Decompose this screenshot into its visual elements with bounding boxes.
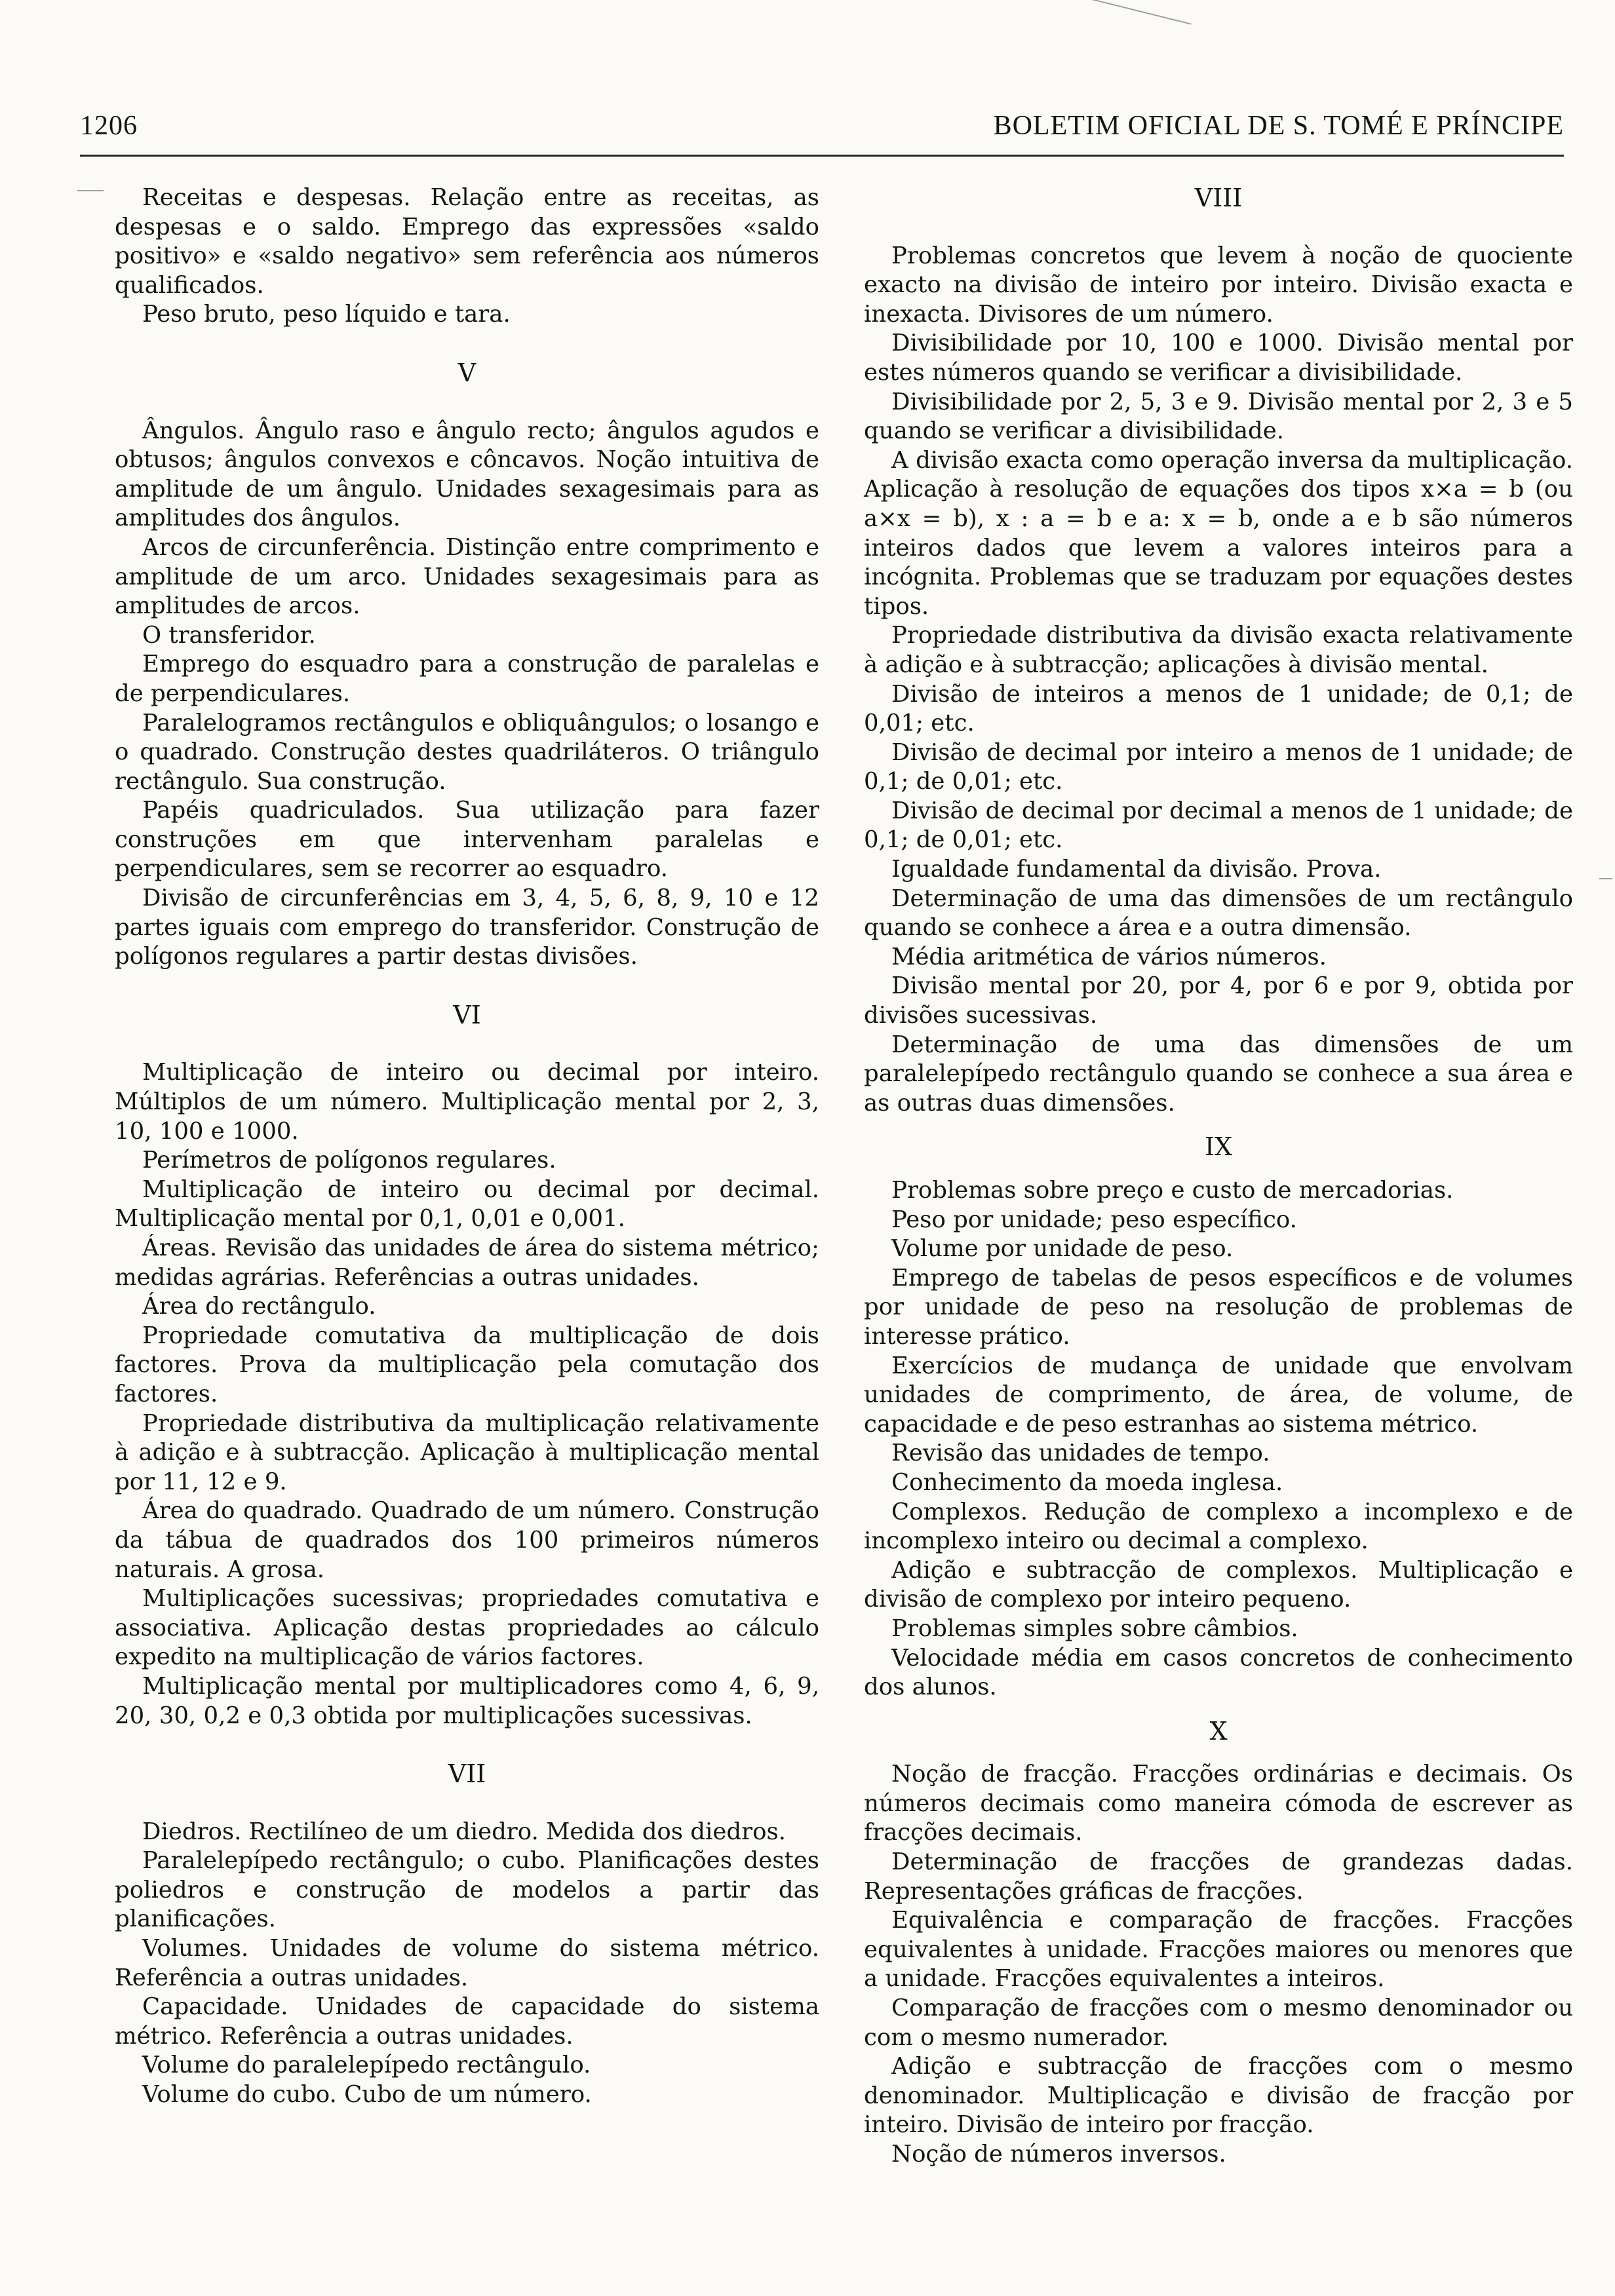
paragraph: Paralelogramos rectângulos e obliquângulos; o losango e o quadrado. Construção destes quadriláteros. O triângulo rectângulo. Sua construção.: [115, 709, 819, 795]
paragraph: Volume do cubo. Cubo de um número.: [142, 2081, 592, 2109]
header-rule: [80, 155, 1564, 157]
paragraph: Papéis quadriculados. Sua utilização para fazer construções em que intervenham paralelas e perpendiculares, sem se recorrer ao esquadro.: [115, 797, 819, 883]
paragraph: Complexos. Redução de complexo a incomplexo e de incomplexo inteiro ou decimal a complexo.: [864, 1498, 1573, 1555]
paragraph: Divisibilidade por 2, 5, 3 e 9. Divisão mental por 2, 3 e 5 quando se verificar a divisibilidade.: [864, 388, 1573, 445]
paragraph: Área do quadrado. Quadrado de um número. Construção da tábua de quadrados dos 100 primeiros números naturais. A grosa.: [115, 1497, 819, 1583]
scan-mark: [77, 190, 104, 191]
paragraph: Diedros. Rectilíneo de um diedro. Medida dos diedros.: [142, 1818, 786, 1845]
paragraph: Propriedade comutativa da multiplicação de dois factores. Prova da multiplicação pela comutação dos factores.: [115, 1322, 819, 1407]
paragraph: Problemas sobre preço e custo de mercadorias.: [891, 1177, 1454, 1204]
paragraph: Revisão das unidades de tempo.: [891, 1440, 1270, 1467]
paragraph: Ângulos. Ângulo raso e ângulo recto; ângulos agudos e obtusos; ângulos convexos e côncavos. Noção intuitiva de amplitude de um ângulo. Unidades sexagesimais para as amplitudes dos ângulos.: [115, 417, 819, 532]
scan-mark: [1076, 0, 1191, 25]
paragraph: Volume por unidade de peso.: [891, 1235, 1234, 1263]
running-title: BOLETIM OFICIAL DE S. TOMÉ E PRÍNCIPE: [993, 111, 1564, 141]
paragraph: Divisibilidade por 10, 100 e 1000. Divisão mental por estes números quando se verificar a divisibilidade.: [864, 330, 1573, 386]
paragraph: Propriedade distributiva da multiplicação relativamente à adição e à subtracção. Aplicação à multiplicação mental por 11, 12 e 9.: [115, 1409, 819, 1495]
paragraph: Problemas concretos que levem à noção de quociente exacto na divisão de inteiro por inteiro. Divisão exacta e inexacta. Divisores de um número.: [864, 242, 1573, 328]
paragraph: Média aritmética de vários números.: [891, 943, 1327, 970]
section-heading-vii: VII: [448, 1759, 486, 1789]
paragraph: Multiplicação de inteiro ou decimal por inteiro. Múltiplos de um número. Multiplicação mental por 2, 3, 10, 100 e 1000.: [115, 1059, 819, 1145]
section-heading-vi: VI: [453, 1000, 481, 1029]
paragraph: Área do rectângulo.: [142, 1293, 376, 1320]
paragraph: Determinação de uma das dimensões de um paralelepípedo rectângulo quando se conhece a sua área e as outras duas dimensões.: [864, 1031, 1573, 1117]
paragraph: O transferidor.: [142, 621, 316, 649]
paragraph: Noção de fracção. Fracções ordinárias e decimais. Os números decimais como maneira cómoda de escrever as fracções decimais.: [864, 1761, 1573, 1846]
paragraph: A divisão exacta como operação inversa da multiplicação. Aplicação à resolução de equações dos tipos x×a = b (ou a×x = b), x : a = b e a: x = b, onde a e b são números inteiros dados que levem a valores inteiros para a incógnita. Problemas que se traduzam por equações destes tipos.: [864, 446, 1573, 620]
paragraph: Divisão mental por 20, por 4, por 6 e por 9, obtida por divisões sucessivas.: [864, 972, 1573, 1029]
paragraph: Peso bruto, peso líquido e tara.: [142, 301, 511, 328]
paragraph: Adição e subtracção de fracções com o mesmo denominador. Multiplicação e divisão de fracção por inteiro. Divisão de inteiro por fracção.: [864, 2053, 1573, 2139]
paragraph: Equivalência e comparação de fracções. Fracções equivalentes à unidade. Fracções maiores ou menores que a unidade. Fracções equivalentes a inteiros.: [864, 1907, 1573, 1993]
paragraph: Comparação de fracções com o mesmo denominador ou com o mesmo numerador.: [864, 1995, 1573, 2051]
page-number: 1206: [80, 111, 138, 141]
paragraph: Determinação de uma das dimensões de um rectângulo quando se conhece a área e a outra dimensão.: [864, 885, 1573, 942]
paragraph: Problemas simples sobre câmbios.: [891, 1615, 1298, 1642]
paragraph: Multiplicações sucessivas; propriedades comutativa e associativa. Aplicação destas propriedades ao cálculo expedito na multiplicação de vários factores.: [115, 1585, 819, 1671]
scan-mark: [1599, 878, 1612, 879]
section-heading-ix: IX: [1204, 1132, 1233, 1162]
left-column: [115, 183, 819, 2110]
section-heading-x: X: [1209, 1716, 1228, 1746]
paragraph: Arcos de circunferência. Distinção entre comprimento e amplitude de um arco. Unidades sexagesimais para as amplitudes de arcos.: [115, 533, 819, 620]
paragraph: Volumes. Unidades de volume do sistema métrico. Referência a outras unidades.: [115, 1935, 819, 1991]
paragraph: Perímetros de polígonos regulares.: [142, 1147, 556, 1174]
paragraph: Receitas e despesas. Relação entre as receitas, as despesas e o saldo. Emprego das expressões «saldo positivo» e «saldo negativo» sem referência aos números qualificados.: [115, 184, 819, 299]
paragraph: Emprego do esquadro para a construção de paralelas e de perpendiculares.: [115, 651, 819, 707]
paragraph: Determinação de fracções de grandezas dadas. Representações gráficas de fracções.: [864, 1848, 1573, 1905]
paragraph: Divisão de decimal por decimal a menos de 1 unidade; de 0,1; de 0,01; etc.: [864, 797, 1573, 854]
paragraph: Multiplicação de inteiro ou decimal por decimal. Multiplicação mental por 0,1, 0,01 e 0,001.: [115, 1176, 819, 1233]
section-heading-viii: VIII: [1194, 183, 1243, 212]
paragraph: Paralelepípedo rectângulo; o cubo. Planificações destes poliedros e construção de modelos a partir das planificações.: [115, 1847, 819, 1933]
paragraph: Igualdade fundamental da divisão. Prova.: [891, 856, 1382, 883]
right-column: [864, 183, 1573, 2170]
paragraph: Volume do paralelepípedo rectângulo.: [142, 2052, 591, 2079]
paragraph: Emprego de tabelas de pesos específicos e de volumes por unidade de peso na resolução de problemas de interesse prático.: [864, 1264, 1573, 1350]
paragraph: Áreas. Revisão das unidades de área do sistema métrico; medidas agrárias. Referências a outras unidades.: [115, 1234, 819, 1291]
paragraph: Noção de números inversos.: [891, 2141, 1226, 2168]
paragraph: Exercícios de mudança de unidade que envolvam unidades de comprimento, de área, de volume, de capacidade e de peso estranhas ao sistema métrico.: [864, 1352, 1573, 1438]
paragraph: Capacidade. Unidades de capacidade do sistema métrico. Referência a outras unidades.: [115, 1993, 819, 2050]
paragraph: Adição e subtracção de complexos. Multiplicação e divisão de complexo por inteiro pequeno.: [864, 1556, 1573, 1613]
paragraph: Conhecimento da moeda inglesa.: [891, 1468, 1283, 1496]
paragraph: Divisão de circunferências em 3, 4, 5, 6, 8, 9, 10 e 12 partes iguais com emprego do transferidor. Construção de polígonos regulares a partir destas divisões.: [115, 885, 819, 970]
paragraph: Multiplicação mental por multiplicadores como 4, 6, 9, 20, 30, 0,2 e 0,3 obtida por multiplicações sucessivas.: [115, 1672, 819, 1729]
section-heading-v: V: [457, 358, 477, 387]
paragraph: Propriedade distributiva da divisão exacta relativamente à adição e à subtracção; aplicações à divisão mental.: [864, 622, 1573, 678]
page-header: [80, 110, 1564, 149]
paragraph: Divisão de decimal por inteiro a menos de 1 unidade; de 0,1; de 0,01; etc.: [864, 738, 1573, 795]
paragraph: Peso por unidade; peso específico.: [891, 1206, 1297, 1233]
paragraph: Velocidade média em casos concretos de conhecimento dos alunos.: [864, 1644, 1573, 1701]
paragraph: Divisão de inteiros a menos de 1 unidade; de 0,1; de 0,01; etc.: [864, 680, 1573, 737]
